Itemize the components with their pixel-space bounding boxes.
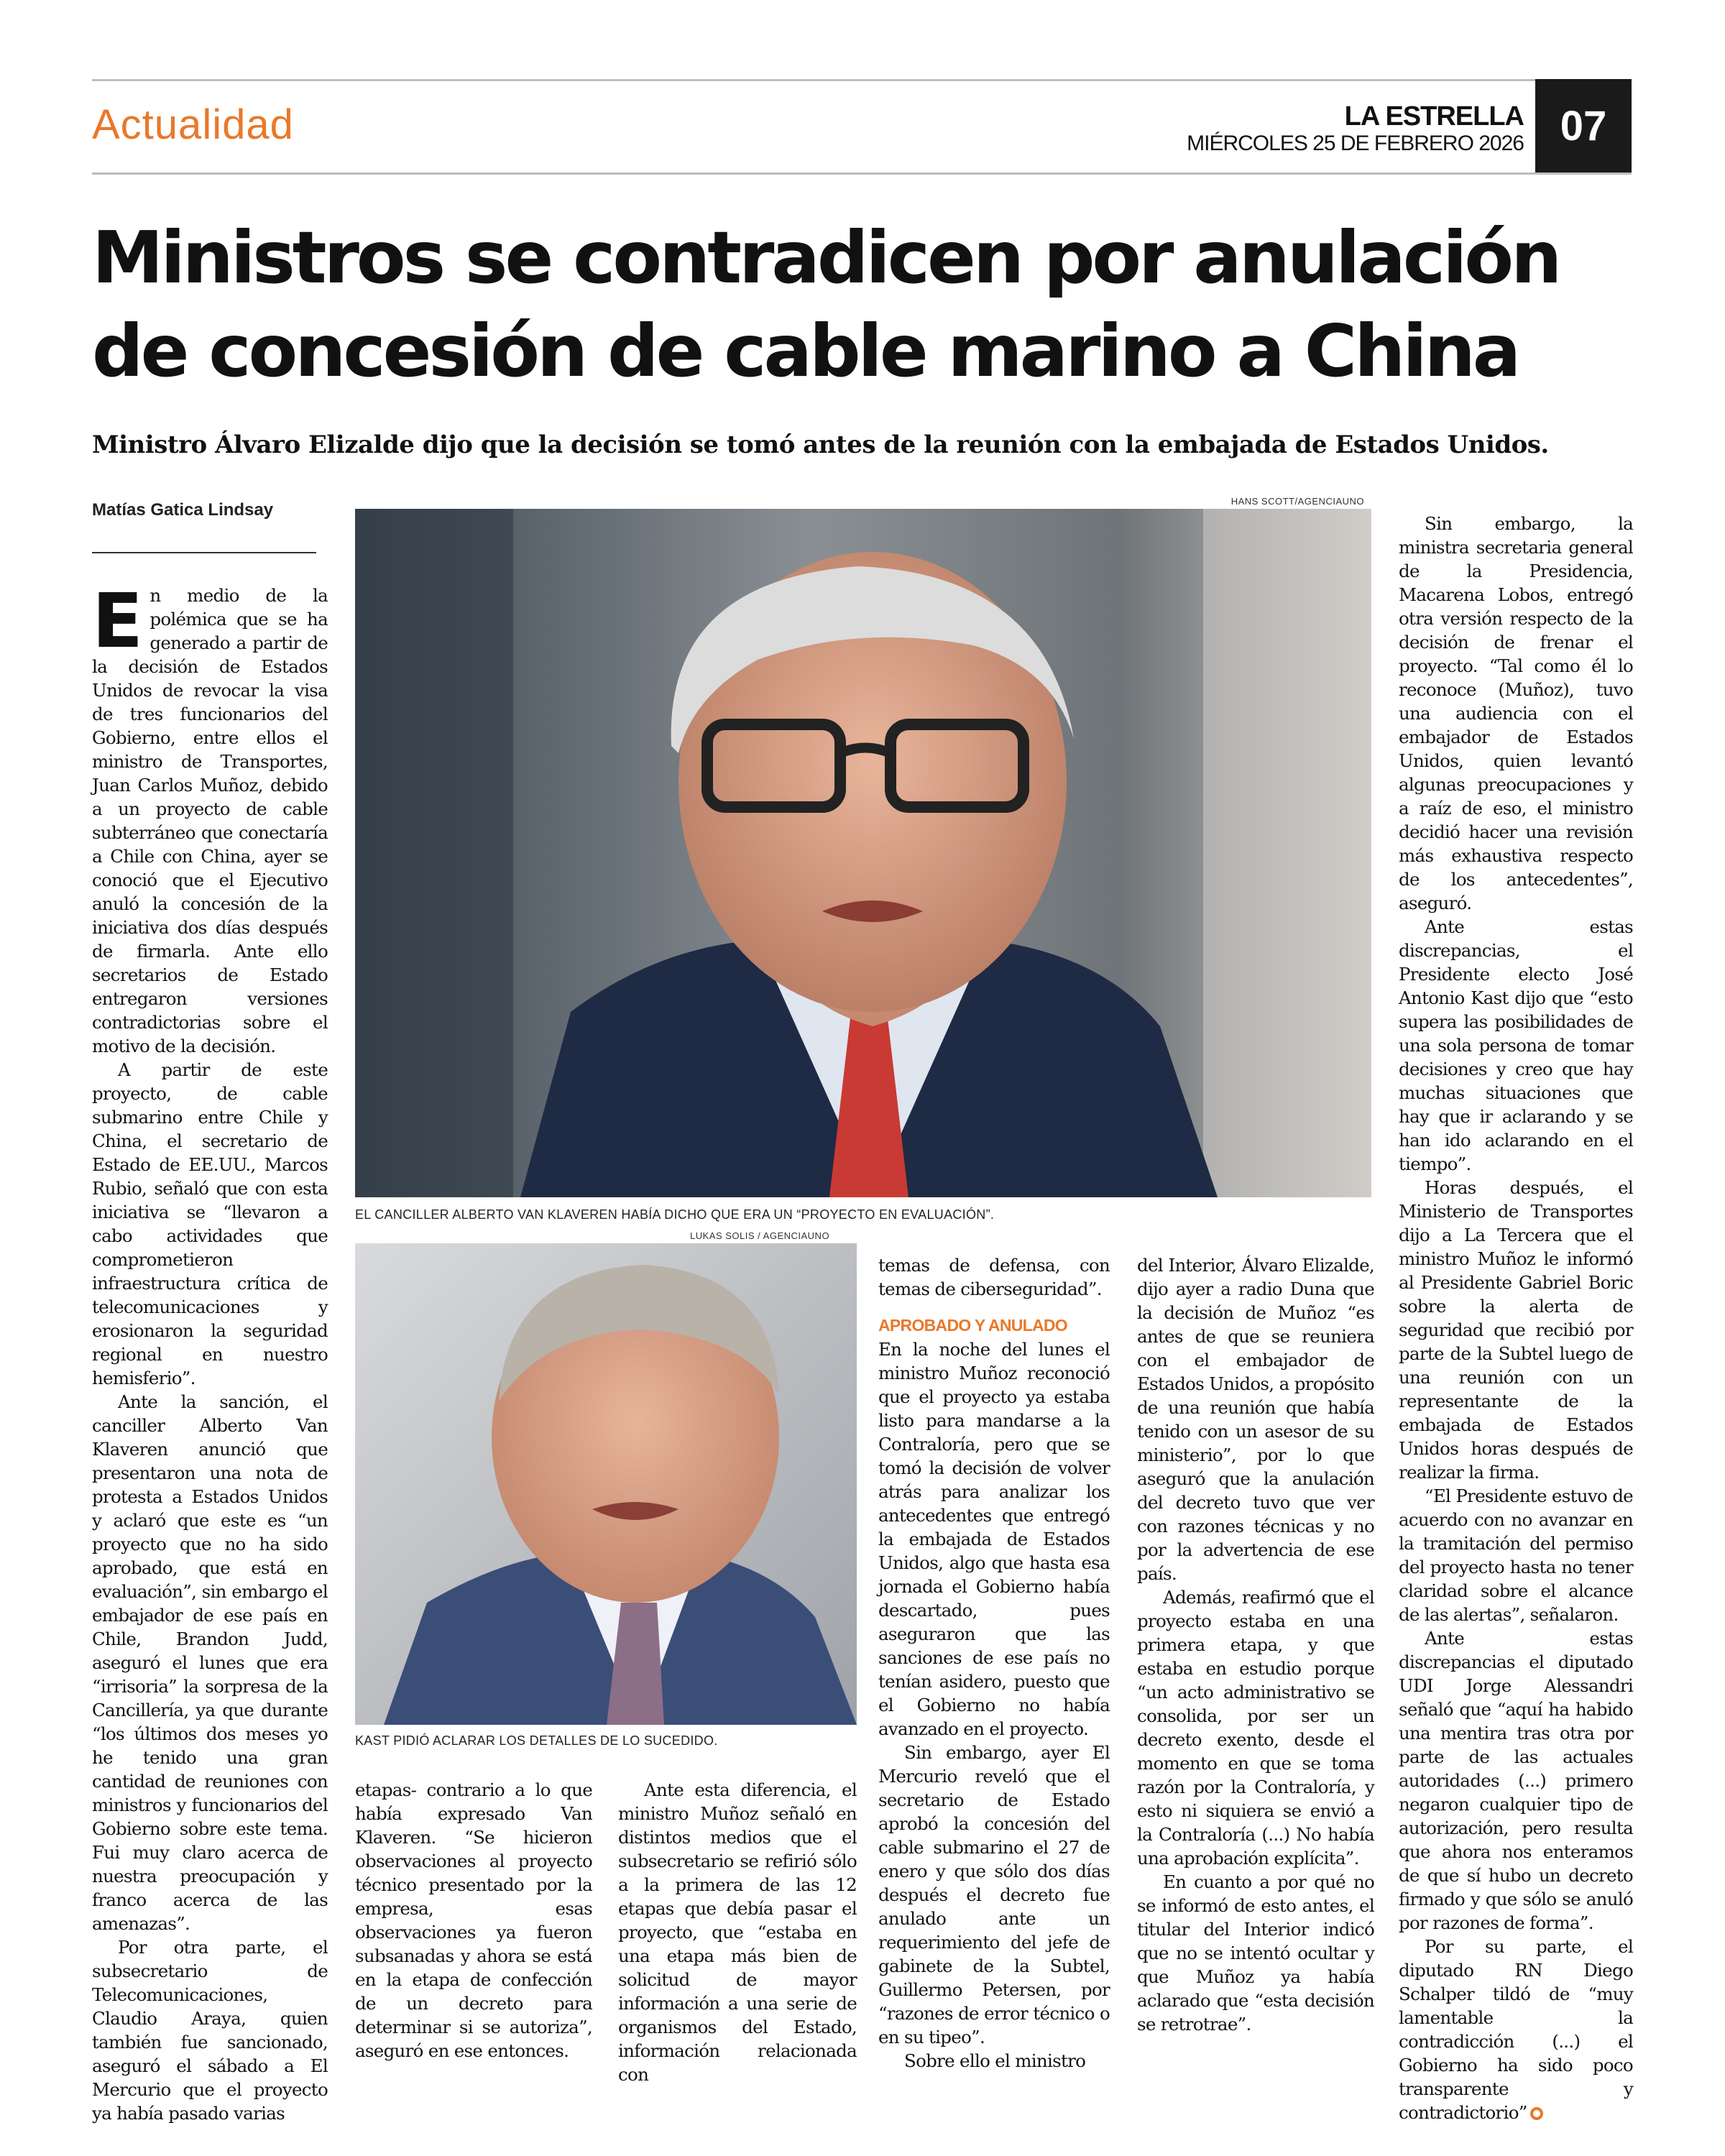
newspaper-name: LA ESTRELLA: [1344, 101, 1524, 132]
main-photo: [355, 509, 1371, 1197]
paragraph: Ante esta diferencia, el ministro Muñoz señaló en distintos medios que el subsecretario se refirió sólo a la primera de las 12 etapas que debía pasar el proyecto, que “estaba en una etapa más bien de solicitud de mayor información a una serie de organismos del Estado, información relacionada con: [618, 1779, 857, 2085]
paragraph: En medio de la polémica que se ha generado a partir de la decisión de Estados Unidos de revocar la visa de tres funcionarios del Gobierno, entre ellos el ministro de Transportes, Juan Carlos Muñoz, debido a un proyecto de cable subterráneo que conectaría a Chile con China, ayer se conoció que el Ejecutivo anuló la concesión de la iniciativa dos días después de firmarla. Ante ello secretarios de Estado entregaron versiones contradictorias sobre el motivo de la decisión.: [92, 577, 328, 1056]
subsection-heading: APROBADO Y ANULADO: [878, 1316, 1067, 1335]
second-photo-credit: LUKAS SOLIS / AGENCIAUNO: [690, 1230, 830, 1241]
paragraph: [1399, 1935, 1633, 2124]
drop-cap: E: [92, 577, 143, 665]
end-of-article-icon: [1530, 2107, 1543, 2120]
portrait-illustration-2: [355, 1243, 857, 1725]
headline-line-1: Ministros se contradicen por anulación: [92, 216, 1560, 300]
paragraph: etapas- contrario a lo que había expresado Van Klaveren. “Se hicieron observaciones al proyecto técnico presentado por la empresa, esas observaciones ya fueron subsanadas y ahora se está en la etapa de confección de un decreto para determinar si se autoriza”, aseguró en ese entonces.: [355, 1779, 592, 2061]
paragraph: Ante la sanción, el canciller Alberto Van Klaveren anunció que presentaron una nota de protesta a Estados Unidos y aclaró que este es “un proyecto que no ha sido aprobado, que está en evaluación”, sin embargo el embajador de ese país en Chile, Brandon Judd, aseguró el lunes que era “irrisoria” la sorpresa de la Cancillería, ya que durante “los últimos dos meses yo he tenido una gran cantidad de reuniones con ministros y funcionarios del Gobierno sobre este tema. Fui muy claro acerca de nuestra preocupación y franco acerca de las amenazas”.: [92, 1391, 328, 1934]
article-column-4: [878, 1253, 1110, 2073]
byline-rule: [92, 552, 316, 553]
paragraph: temas de defensa, con temas de ciberseguridad”.: [878, 1255, 1110, 1299]
paragraph: Ante estas discrepancias el diputado UDI Jorge Alessandri señaló que “aquí ha habido una mentira tras otra por parte de las actuales autoridades (...) primero negaron cualquier tipo de autorización, pero resulta que ahora nos enteramos de que sí hubo un decreto firmado y que sólo se anuló por razones de forma”.: [1399, 1628, 1633, 1933]
header-bottom-rule: [92, 172, 1632, 175]
paragraph: Sin embargo, la ministra secretaria general de la Presidencia, Macarena Lobos, entregó otra versión respecto de la decisión de frenar el proyecto. “Tal como él lo reconoce (Muñoz), tuvo una audiencia con el embajador de Estados Unidos, quien levantó algunas preocupaciones y a raíz de eso, el ministro decidió hacer una revisión más exhaustiva respecto de los antecedentes”, aseguró.: [1399, 513, 1633, 913]
article-column-3: [618, 1778, 857, 2086]
header-top-rule: [92, 79, 1632, 81]
paragraph: Sin embargo, ayer El Mercurio reveló que el secretario de Estado aprobó la concesión del cable submarino el 27 de enero y que sólo dos días después el decreto fue anulado ante un requerimiento del jefe de gabinete de la Subtel, Guillermo Petersen, por “razones de error técnico o en su tipeo”.: [878, 1742, 1110, 2047]
main-photo-credit: HANS SCOTT/AGENCIAUNO: [1230, 496, 1364, 507]
second-photo: [355, 1243, 857, 1725]
paragraph: En cuanto a por qué no se informó de esto antes, el titular del Interior indicó que no se intentó ocultar y que Muñoz ya había aclarado que “esta decisión se retrotrae”.: [1137, 1871, 1374, 2035]
page-number: 07: [1535, 79, 1632, 172]
article-column-6: [1399, 512, 1633, 2124]
paragraph: Ante estas discrepancias, el Presidente electo José Antonio Kast dijo que “esto supera las posibilidades de una sola persona de tomar decisiones y creo que hay muchas situaciones que hay que ir aclarando y se han ido aclarando en el tiempo”.: [1399, 916, 1633, 1174]
paragraph: Además, reafirmó que el proyecto estaba en una primera etapa, y que estaba en estudio porque “un acto administrativo se consolida, por ser un decreto exento, desde el momento en que se toma razón por la Contraloría, y esto ni siquiera se envió a la Contraloría (...) No había una aprobación explícita”.: [1137, 1587, 1374, 1869]
paragraph: A partir de este proyecto, de cable submarino entre Chile y China, el secretario de Estado de EE.UU., Marcos Rubio, señaló que con esta iniciativa se “llevaron a cabo actividades que comprometieron infraestructura crítica de telecomunicaciones y erosionaron la seguridad regional en nuestro hemisferio”.: [92, 1059, 328, 1388]
second-photo-caption: KAST PIDIÓ ACLARAR LOS DETALLES DE LO SUCEDIDO.: [355, 1733, 718, 1748]
article-column-1: [92, 577, 328, 2125]
portrait-illustration: [355, 509, 1371, 1197]
masthead: [1187, 102, 1524, 157]
closing-paragraph-text: Por su parte, el diputado RN Diego Schalper tildó de “muy lamentable la contradicción (...) el Gobierno ha sido poco transparente y contradictorio”: [1399, 1936, 1633, 2123]
article-column-5: [1137, 1253, 1374, 2036]
paragraph: del Interior, Álvaro Elizalde, dijo ayer a radio Duna que la decisión de Muñoz “es antes de que se reuniera con el embajador de Estados Unidos, a propósito de una reunión que había tenido con un asesor de su ministerio”, por lo que aseguró que la anulación del decreto tuvo que ver con razones técnicas y no por la advertencia de ese país.: [1137, 1255, 1374, 1584]
section-label: Actualidad: [92, 101, 294, 148]
paragraph: “El Presidente estuvo de acuerdo con no avanzar en la tramitación del permiso del proyecto hasta no tener claridad sobre el alcance de las alertas”, señalaron.: [1399, 1485, 1633, 1625]
article-column-2: [355, 1778, 592, 2063]
paragraph: Horas después, el Ministerio de Transportes dijo a La Tercera que el ministro Muñoz le informó al Presidente Gabriel Boric sobre la alerta de seguridad que recibió por parte de la Subtel luego de una reunión con un representante de la embajada de Estados Unidos horas después de realizar la firma.: [1399, 1177, 1633, 1483]
main-photo-caption: EL CANCILLER ALBERTO VAN KLAVEREN HABÍA DICHO QUE ERA UN “PROYECTO EN EVALUACIÓN”.: [355, 1207, 995, 1222]
byline: Matías Gatica Lindsay: [92, 500, 274, 520]
subheadline: Ministro Álvaro Elizalde dijo que la decisión se tomó antes de la reunión con la embajada de Estados Unidos.: [92, 430, 1549, 459]
headline: [92, 211, 1637, 398]
issue-date: MIÉRCOLES 25 DE FEBRERO 2026: [1187, 132, 1524, 155]
paragraph: Por otra parte, el subsecretario de Telecomunicaciones, Claudio Araya, quien también fue sancionado, aseguró el sábado a El Mercurio que el proyecto ya había pasado varias: [92, 1937, 328, 2124]
paragraph: En la noche del lunes el ministro Muñoz reconoció que el proyecto ya estaba listo para mandarse a la Contraloría, pero que se tomó la decisión de volver atrás para analizar los antecedentes que entregó la embajada de Estados Unidos, algo que hasta esa jornada el Gobierno había descartado, pues aseguraron que las sanciones de ese país no tenían asidero, puesto que el Gobierno no había avanzado en el proyecto.: [878, 1339, 1110, 1739]
paragraph: Sobre ello el ministro: [904, 2050, 1086, 2071]
headline-line-2: de concesión de cable marino a China: [92, 309, 1519, 393]
